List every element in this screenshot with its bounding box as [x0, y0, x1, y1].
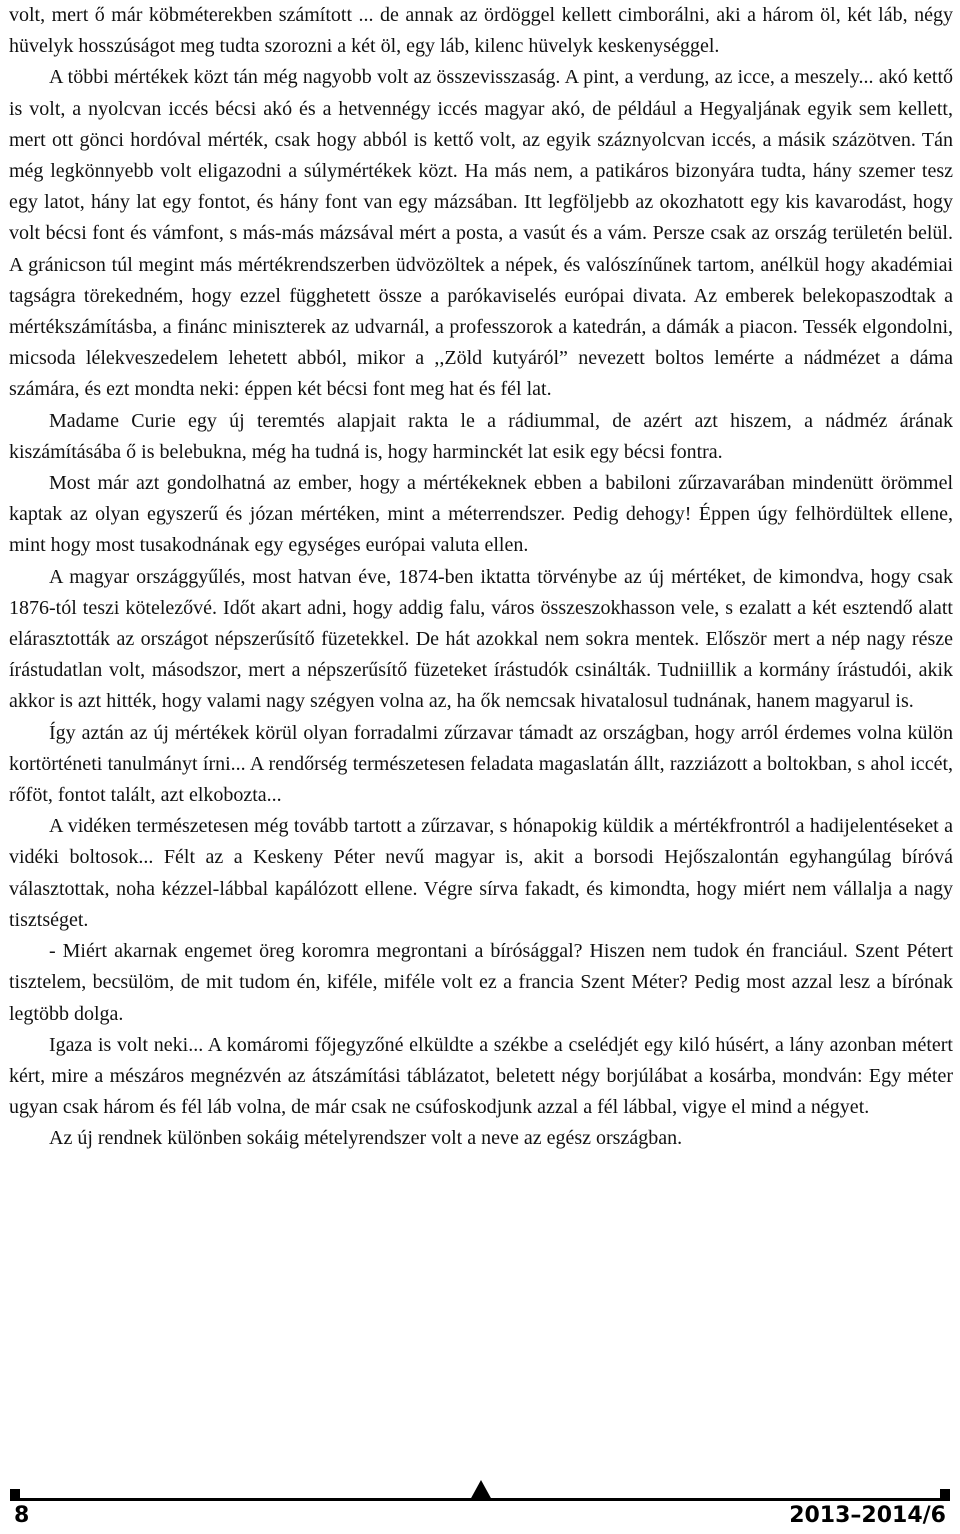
article-body [9, 0, 953, 1478]
paragraph-1: volt, mert ő már köbméterekben számított ... de annak az ördöggel kellett cimborálni, aki a három öl, két láb, négy hüvelyk hosszúságot meg tudta szorozni a két öl, egy láb, kilenc hüvelyk keskenységgel. [9, 4, 953, 58]
triangle-marker-icon [470, 1480, 492, 1500]
paragraph-6: Így aztán az új mértékek körül olyan forradalmi zűrzavar támadt az országban, hogy arról érdemes volna külön kortörténeti tanulmányt írni... A rendőrség természetesen feladata magaslatán állt, razziázott a boltokban, s ahol iccét, rőföt, fontot talált, azt elkobozta... [9, 721, 953, 807]
paragraph-10: Az új rendnek különben sokáig mételyrendszer volt a neve az egész országban. [49, 1127, 683, 1150]
paragraph-7: A vidéken természetesen még tovább tartott a zűrzavar, s hónapokig küldik a mértékfrontról a hadijelentéseket a vidéki boltosok... Félt az a Keskeny Péter nevű magyar is, akit a borsodi Hejőszalontán egyhangúlag bíróvá választottak, noha kézzel-lábbal kapálózott ellene. Végre sírva fakadt, és kimondta, hogy miért nem vállalja a nagy tisztséget. [9, 815, 953, 931]
paragraph-9: Igaza is volt neki... A komáromi főjegyzőné elküldte a székbe a cselédjét egy kiló húsért, a lány azonban métert kért, mire a mészáros megnézvén az átszámítási táblázatot, beletett négy borjúlábat a kosárba, mondván: Egy méter ugyan csak három és fél láb volna, de már csak ne csúfoskodjunk azzal a fél lábbal, vigye el mind a négyet. [9, 1033, 953, 1119]
page-footer [0, 1478, 960, 1534]
paragraph-3: Madame Curie egy új teremtés alapjait rakta le a rádiummal, de azért azt hiszem, a nádméz árának kiszámításába ő is belebukna, még ha tudná is, hogy harminckét lat esik egy bécsi fontra. [9, 409, 953, 463]
paragraph-2: A többi mértékek közt tán még nagyobb volt az összevisszaság. A pint, a verdung, az icce, a meszely... akó kettő is volt, a nyolcvan iccés bécsi akó és a hetvennégy iccés magyar akó, de például a Hegyaljának egyik sem kellett, mert ott gönci hordóval mérték, csak hogy abból is kettő volt, az egyik száznyolcvan iccés, a másik százötven. Tán még legkönnyebb volt eligazodni a súlymértékek közt. Ha más nem, a patikáros bizonyára tudta, hány szemer tesz egy latot, hány lat egy fontot, és hány font van egy mázsában. Itt legföljebb az okozhatott egy kis kavarodást, hogy volt bécsi font és vámfont, s más-más mázsával mért a posta, a vasút és a vám. Persze csak az ország területén belül. A gránicson túl megint más mértékrendszerben üdvözöltek a népek, és valószínűnek tartom, anélkül hogy akadémiai tagságra törekedném, hogy ezzel függhetett össze a parókaviselés európai divata. Az emberek belekopaszodtak a mértékszámításba, a finánc miniszterek az udvarnál, a professzorok a katedrán, a dámák a piacon. Tessék elgondolni, micsoda lélekveszedelem lehetett abból, mikor a ,,Zöld kutyáról” nevezett boltos lemérte a nádmézet a dáma számára, és ezt mondta neki: éppen két bécsi font meg hat és fél lat. [9, 66, 953, 401]
square-marker-right-icon [940, 1489, 950, 1499]
paragraph-4: Most már azt gondolhatná az ember, hogy a mértékeknek ebben a babiloni zűrzavarában mindenütt örömmel kaptak az olyan egyszerű és józan mértéken, mint a méterrendszer. Pedig dehogy! Éppen úgy felhördültek ellene, mint hogy most tusakodnának egy egységes európai valuta ellen. [9, 472, 953, 557]
issue-label: 2013–2014/6 [789, 1503, 946, 1528]
paragraph-5: A magyar országgyűlés, most hatvan éve, 1874-ben iktatta törvénybe az új mértéket, de kimondva, hogy csak 1876-tól teszi kötelezővé. Időt akart adni, hogy addig falu, város összeszokhasson vele, s ezalatt a két esztendő alatt elárasztották az országot népszerűsítő füzetekkel. De hát azokkal nem sokra mentek. Először mert a nép nagy része írástudatlan volt, másodszor, mert a népszerűsítő füzeteket írástudók csinálták. Tudniillik a kormány írástudói, akik akkor is azt hitték, hogy valami nagy szégyen volna az, ha ők nemcsak hivatalosul tudnának, hanem magyarul is. [9, 565, 953, 713]
paragraph-8: - Miért akarnak engemet öreg koromra megrontani a bírósággal? Hiszen nem tudok én franciául. Szent Pétert tisztelem, becsülöm, de mit tudom én, kiféle, miféle volt ez a francia Szent Méter? Pedig most azzal lesz a bírónak legtöbb dolga. [9, 940, 953, 1025]
page-number: 8 [14, 1503, 30, 1528]
